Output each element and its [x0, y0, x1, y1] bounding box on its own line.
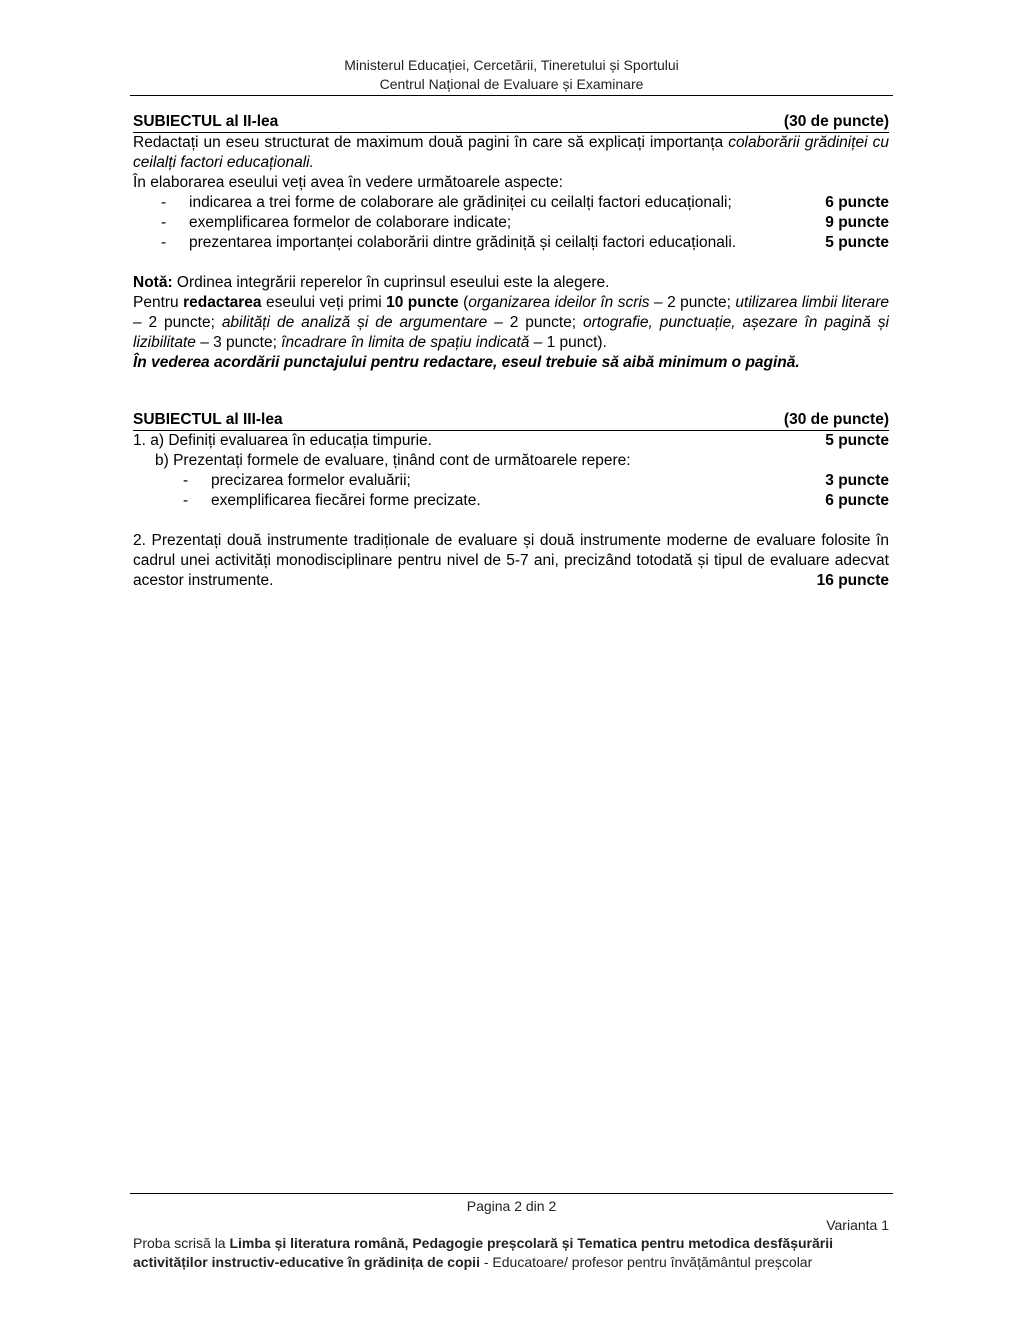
header-divider	[130, 95, 893, 96]
intro-text: Redactați un eseu structurat de maximum două pagini în care să explicați importanța	[133, 134, 729, 151]
ministry-name: Ministerul Educației, Cercetării, Tineretului și Sportului	[344, 57, 679, 73]
footer-divider	[130, 1193, 893, 1194]
page-content	[133, 113, 889, 591]
item-points: 3 puncte	[825, 472, 889, 489]
question-1a	[133, 431, 889, 451]
section-2-heading: SUBIECTUL al II-lea	[133, 113, 279, 130]
item-text: indicarea a trei forme de colaborare ale grădiniței cu ceilalți factori educaționali;	[189, 194, 732, 211]
note	[133, 273, 889, 293]
section-3-heading: SUBIECTUL al III-lea	[133, 411, 283, 428]
question-2-text: 2. Prezentați două instrumente tradiționale de evaluare și două instrumente moderne de evaluare folosite în cadrul unei activități monodisciplinare pentru nivel de 5-7 ani, precizând totodată și tipul de evaluare adecvat acestor instrumente.	[133, 532, 889, 589]
redactare-paragraph: Pentru redactarea eseului veți primi 10 puncte (organizarea ideilor în scris – 2 puncte; utilizarea limbii literare – 2 puncte; abilități de analiză și de argumentare – 2 puncte; ortografie, punctuație, așezare în pagină și lizibilitate – 3 puncte; încadrare în limita de spațiu indicată – 1 punct).	[133, 294, 890, 351]
list-item: - exemplificarea formelor de colaborare indicate; 9 puncte	[161, 214, 889, 231]
variant-label: Varianta 1	[826, 1217, 889, 1233]
note-label: Notă:	[133, 274, 173, 291]
intro-italic: colaborării grădiniței cu ceilalți factori educaționali.	[133, 134, 890, 171]
section-3-points: (30 de puncte)	[783, 411, 889, 428]
aspects-intro: În elaborarea eseului veți avea în vedere următoarele aspecte:	[133, 174, 563, 191]
item-points: 9 puncte	[825, 214, 889, 231]
list-item: - precizarea formelor evaluării; 3 puncte	[183, 472, 889, 489]
item-text: precizarea formelor evaluării;	[211, 472, 411, 489]
page-number: Pagina 2 din 2	[466, 1198, 557, 1214]
question-2-points: 16 puncte	[816, 572, 889, 589]
item-points: 6 puncte	[825, 492, 889, 509]
final-note-text: În vederea acordării punctajului pentru redactare, eseul trebuie să aibă minimum o pagină.	[133, 354, 800, 371]
question-1b: b) Prezentați formele de evaluare, ținând cont de următoarele repere:	[155, 452, 631, 469]
section-2-points: (30 de puncte)	[783, 113, 889, 130]
list-item: - prezentarea importanței colaborării dintre grădiniță și ceilalți factori educaționali. 5 puncte	[161, 234, 889, 251]
list-item: - exemplificarea fiecărei forme precizate. 6 puncte	[183, 492, 889, 509]
item-text: exemplificarea formelor de colaborare indicate;	[189, 214, 512, 231]
section-3-title	[133, 411, 889, 431]
item-points: 6 puncte	[825, 194, 889, 211]
center-name: Centrul Național de Evaluare și Examinare	[379, 76, 644, 92]
list-item: - indicarea a trei forme de colaborare ale grădiniței cu ceilalți factori educaționali; 6 puncte	[161, 194, 889, 211]
section-2-intro	[133, 133, 889, 173]
final-note	[133, 353, 889, 373]
question-1a-text: 1. a) Definiți evaluarea în educația timpurie.	[133, 432, 432, 449]
footer-description: Proba scrisă la Limba și literatura română, Pedagogie preșcolară și Tematica pentru metodica desfășurării activităților instructiv-educative în grădinița de copii - Educatoare/ profesor pentru învățământul preșcolar	[133, 1235, 833, 1270]
item-points: 5 puncte	[825, 234, 889, 251]
section-2-title	[133, 113, 889, 133]
note-text: Ordinea integrării reperelor în cuprinsul eseului este la alegere.	[172, 274, 610, 291]
document-header	[130, 56, 893, 94]
question-1a-points: 5 puncte	[825, 432, 889, 449]
item-text: exemplificarea fiecărei forme precizate.	[211, 492, 481, 509]
item-text: prezentarea importanței colaborării dintre grădiniță și ceilalți factori educaționali.	[189, 234, 737, 251]
